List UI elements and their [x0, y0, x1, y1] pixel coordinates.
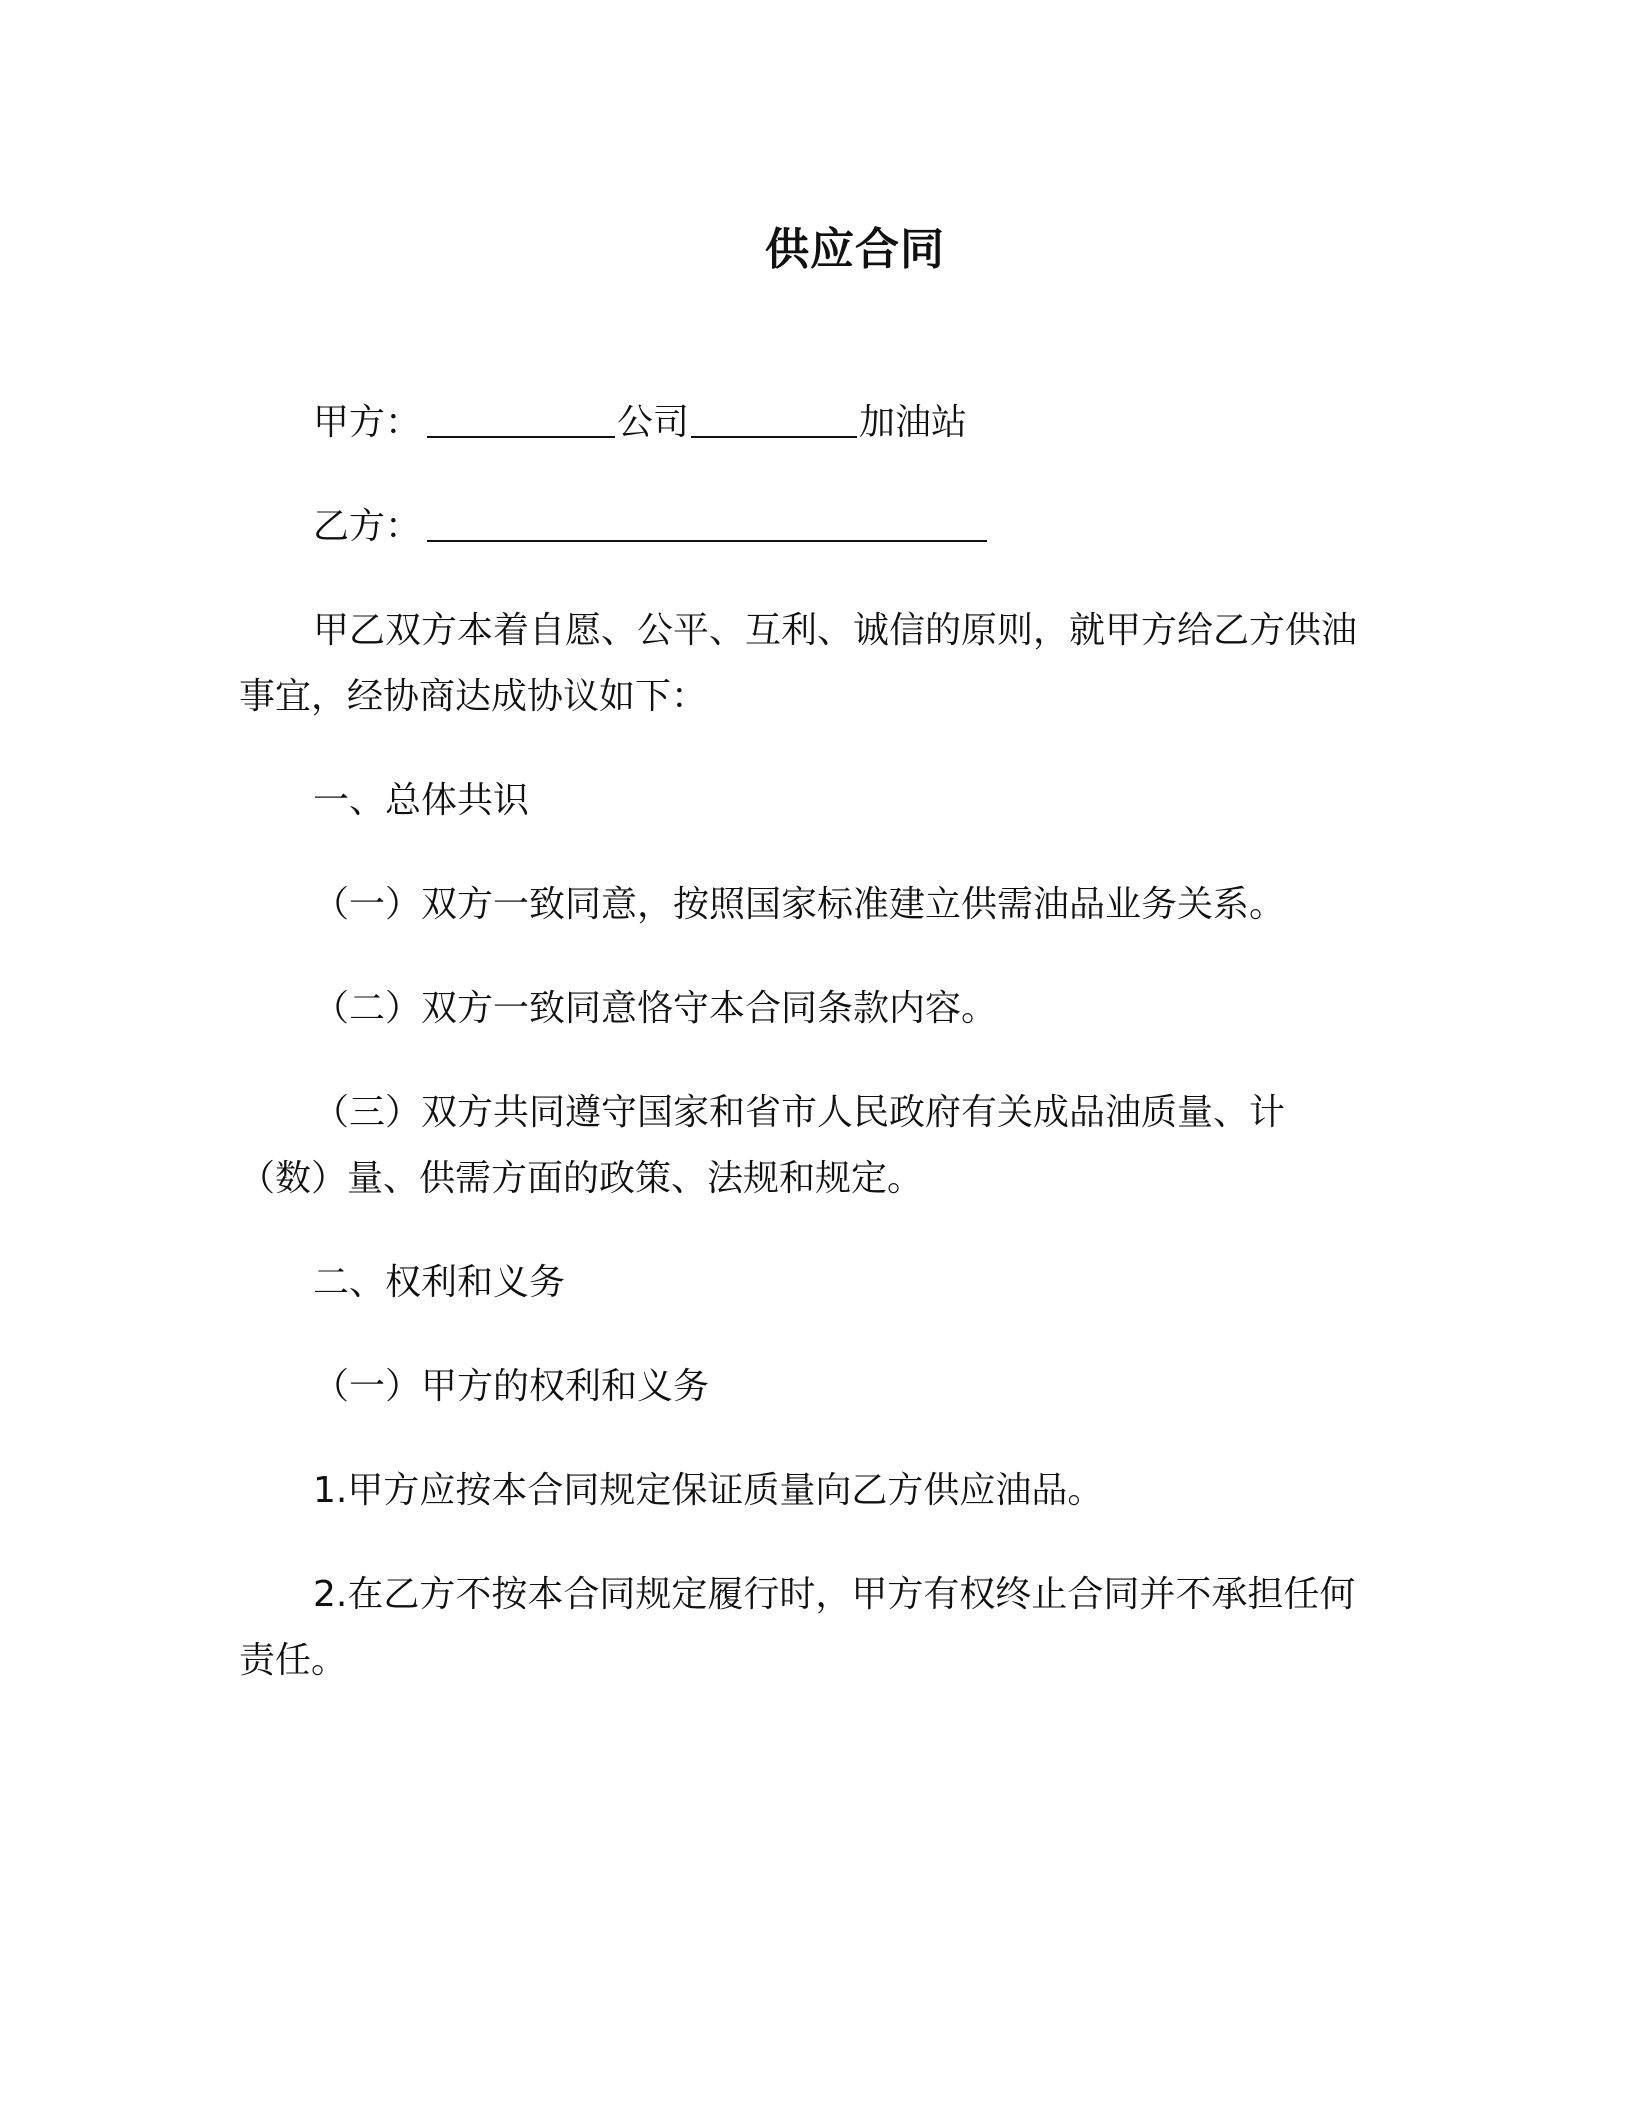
- section-1-heading: 一、总体共识: [313, 780, 530, 821]
- section-2-subheading: （一）甲方的权利和义务: [313, 1366, 710, 1407]
- party-b-label: 乙方：: [313, 506, 422, 547]
- preamble-paragraph: 甲乙双方本着自愿、公平、互利、诚信的原则，就甲方给乙方供油事宜，经协商达成协议如下：: [239, 610, 1358, 717]
- party-b-line: [239, 494, 1359, 560]
- party-a-line: [239, 390, 1359, 456]
- party-a-station-blank[interactable]: [691, 402, 857, 438]
- party-a-label: 甲方：: [313, 402, 422, 443]
- party-b-blank[interactable]: [427, 506, 987, 542]
- party-a-company-blank[interactable]: [427, 402, 615, 438]
- section-2-item-2: 2.在乙方不按本合同规定履行时，甲方有权终止合同并不承担任何责任。: [239, 1574, 1356, 1681]
- document-title: 供应合同: [765, 224, 945, 275]
- document-body: [239, 390, 1359, 1694]
- party-a-station-suffix: 加油站: [859, 402, 968, 443]
- section-2-item-1: 1.甲方应按本合同规定保证质量向乙方供应油品。: [313, 1470, 1104, 1511]
- section-1-item-3: （三）双方共同遵守国家和省市人民政府有关成品油质量、计（数）量、供需方面的政策、法规和规定。: [239, 1092, 1286, 1199]
- party-a-company-suffix: 公司: [617, 402, 690, 443]
- section-1-item-1: （一）双方一致同意，按照国家标准建立供需油品业务关系。: [313, 884, 1286, 925]
- section-1-item-2: （二）双方一致同意恪守本合同条款内容。: [313, 988, 998, 1029]
- section-2-heading: 二、权利和义务: [313, 1262, 566, 1303]
